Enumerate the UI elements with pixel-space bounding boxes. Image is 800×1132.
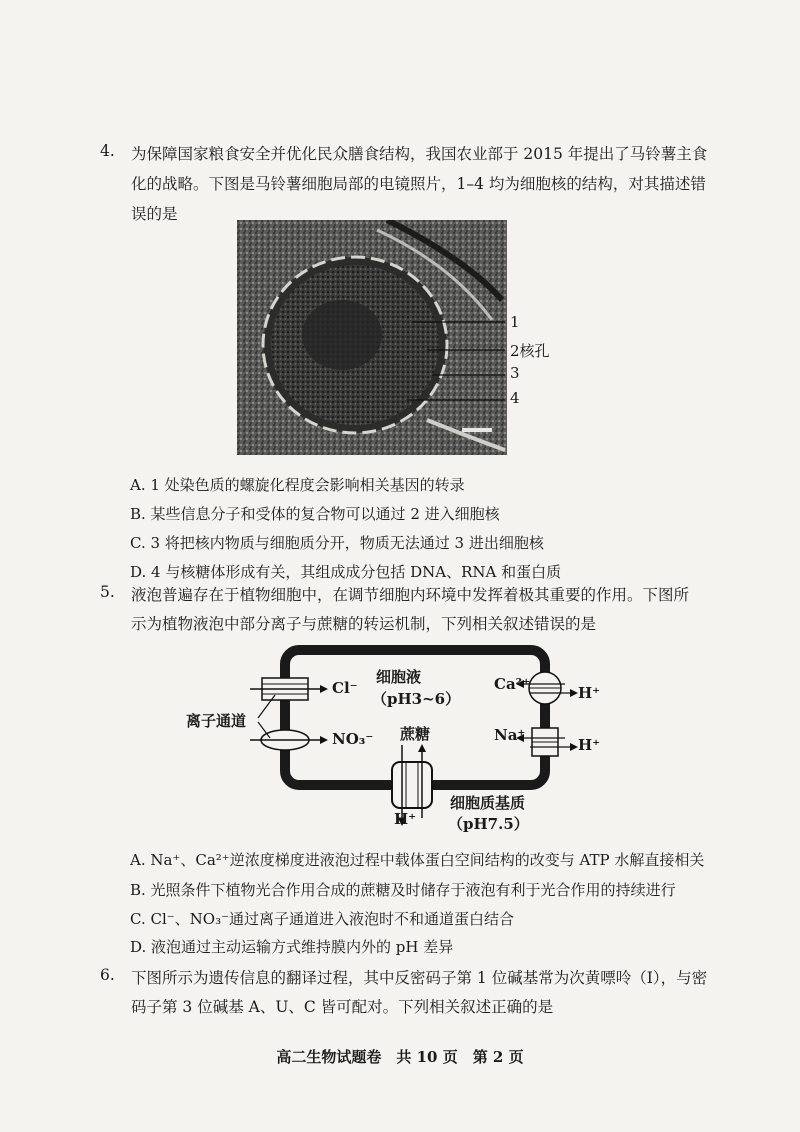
question-number: 4. (100, 142, 115, 160)
option-a: A. Na⁺、Ca²⁺逆浓度梯度进液泡过程中载体蛋白空间结构的改变与 ATP 水解直接相关 (130, 851, 705, 869)
cell-sap-ph: （pH3~6） (372, 690, 461, 708)
label-2-nuclear-pore: 2核孔 (510, 342, 550, 360)
question-text-line: 码子第 3 位碱基 A、U、C 皆可配对。下列相关叙述正确的是 (131, 998, 554, 1016)
option-c: C. Cl⁻、NO₃⁻通过离子通道进入液泡时不和通道蛋白结合 (130, 910, 515, 928)
question-number: 6. (100, 966, 115, 984)
question-text-line: 为保障国家粮食安全并优化民众膳食结构，我国农业部于 2015 年提出了马铃薯主食 (131, 145, 708, 163)
micrograph-figure (237, 220, 507, 455)
no3-ion-channel (250, 730, 328, 750)
cl-ion-channel (250, 678, 328, 700)
option-b: B. 光照条件下植物光合作用合成的蔗糖及时储存于液泡有利于光合作用的持续进行 (130, 881, 676, 899)
sucrose-label: 蔗糖 (400, 725, 431, 743)
option-b: B. 某些信息分子和受体的复合物可以通过 2 进入细胞核 (130, 505, 500, 523)
option-d: D. 4 与核糖体形成有关，其组成成分包括 DNA、RNA 和蛋白质 (130, 563, 562, 581)
cytoplasm-matrix-label: 细胞质基质 (450, 794, 526, 812)
h-ion-label: H⁺ (578, 684, 601, 702)
option-d: D. 液泡通过主动运输方式维持膜内外的 pH 差异 (130, 938, 454, 956)
label-1: 1 (510, 313, 520, 331)
ca-ion-label: Ca²⁺ (494, 675, 531, 693)
question-text-line: 化的战略。下图是马铃薯细胞局部的电镜照片，1–4 均为细胞核的结构，对其描述错 (131, 175, 706, 193)
na-ion-label: Na⁺ (494, 726, 526, 744)
question-text-line: 液泡普遍存在于植物细胞中，在调节细胞内环境中发挥着极其重要的作用。下图所 (131, 586, 690, 604)
option-a: A. 1 处染色质的螺旋化程度会影响相关基因的转录 (130, 476, 465, 494)
ion-channel-label: 离子通道 (186, 712, 247, 730)
question-text-line: 误的是 (131, 205, 178, 223)
label-4: 4 (510, 389, 520, 407)
question-text-line: 示为植物液泡中部分离子与蔗糖的转运机制，下列相关叙述错误的是 (131, 615, 597, 633)
h-ion-label: H⁺ (578, 736, 601, 754)
option-c: C. 3 将把核内物质与细胞质分开，物质无法通过 3 进出细胞核 (130, 534, 544, 552)
cell-sap-label: 细胞液 (376, 668, 422, 686)
question-number: 5. (100, 583, 115, 601)
h-ion-label: H⁺ (394, 810, 417, 828)
cl-ion-label: Cl⁻ (332, 679, 358, 697)
no3-ion-label: NO₃⁻ (332, 730, 374, 748)
page-footer: 高二生物试题卷 共 10 页 第 2 页 (276, 1048, 524, 1066)
question-text-line: 下图所示为遗传信息的翻译过程，其中反密码子第 1 位碱基常为次黄嘌呤（I），与密 (131, 969, 708, 987)
label-3: 3 (510, 364, 520, 382)
cytoplasm-matrix-ph: （pH7.5） (448, 815, 529, 833)
